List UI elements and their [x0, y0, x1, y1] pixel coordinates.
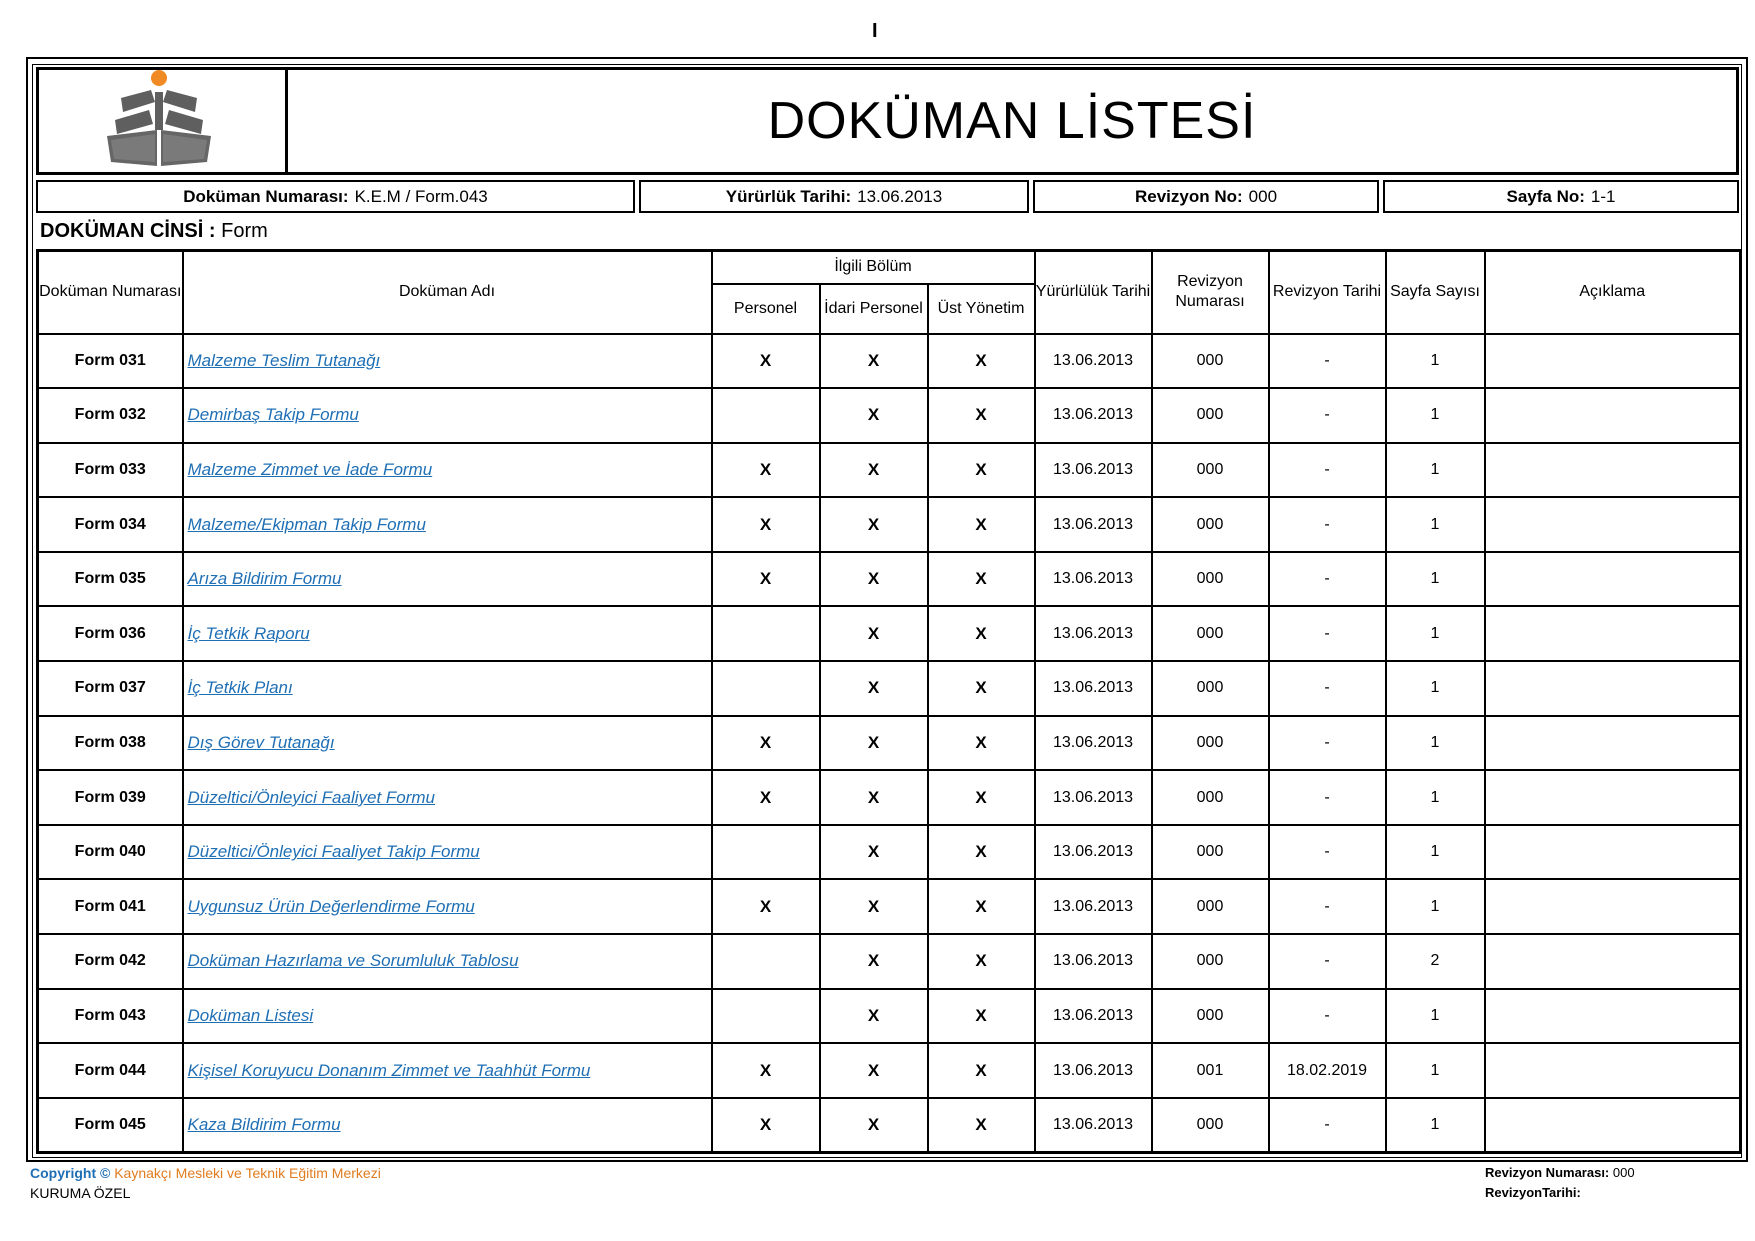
- header-doc-number: Doküman Numarası: [38, 251, 183, 334]
- revision-date-cell: -: [1269, 497, 1386, 552]
- effective-date-cell: 13.06.2013: [1035, 443, 1152, 498]
- personel-mark-cell: [712, 934, 820, 989]
- idari-mark-cell: X: [820, 388, 928, 443]
- notes-cell: [1485, 606, 1741, 661]
- idari-mark-cell: X: [820, 989, 928, 1044]
- idari-mark-cell: X: [820, 879, 928, 934]
- effective-date-cell: 13.06.2013: [1035, 1043, 1152, 1098]
- notes-cell: [1485, 934, 1741, 989]
- ust-mark-cell: X: [928, 770, 1035, 825]
- doc-name-cell: [183, 879, 712, 934]
- table-row: [38, 825, 1741, 880]
- table-row: [38, 879, 1741, 934]
- doc-name-cell: [183, 497, 712, 552]
- revision-number-cell: 000: [1152, 1098, 1269, 1153]
- table-row: [38, 606, 1741, 661]
- page-count-cell: 1: [1386, 825, 1485, 880]
- ust-mark-cell: X: [928, 1043, 1035, 1098]
- classification-label: KURUMA ÖZEL: [30, 1185, 131, 1201]
- notes-cell: [1485, 552, 1741, 607]
- document-link[interactable]: İç Tetkik Raporu: [187, 623, 310, 643]
- revision-date-cell: -: [1269, 989, 1386, 1044]
- idari-mark-cell: X: [820, 661, 928, 716]
- personel-mark-cell: [712, 989, 820, 1044]
- revision-date-cell: -: [1269, 552, 1386, 607]
- effective-date-cell: 13.06.2013: [1035, 552, 1152, 607]
- revision-date-cell: -: [1269, 606, 1386, 661]
- doc-name-cell: [183, 934, 712, 989]
- page-count-cell: 1: [1386, 497, 1485, 552]
- effective-date-cell: 13.06.2013: [1035, 661, 1152, 716]
- doc-number-cell: Form 039: [38, 770, 183, 825]
- effective-date-value: 13.06.2013: [857, 186, 943, 206]
- document-type: [40, 220, 268, 243]
- document-link[interactable]: Doküman Hazırlama ve Sorumluluk Tablosu: [187, 951, 519, 971]
- ust-mark-cell: X: [928, 989, 1035, 1044]
- table-row: [38, 934, 1741, 989]
- notes-cell: [1485, 388, 1741, 443]
- document-link[interactable]: Düzeltici/Önleyici Faaliyet Formu: [187, 787, 436, 807]
- doc-number-cell: Form 043: [38, 989, 183, 1044]
- page-count-cell: 1: [1386, 770, 1485, 825]
- document-header: [36, 67, 1739, 175]
- idari-mark-cell: X: [820, 1043, 928, 1098]
- revision-number-cell: 000: [1152, 388, 1269, 443]
- idari-mark-cell: X: [820, 770, 928, 825]
- revision-number-cell: 000: [1152, 770, 1269, 825]
- table-row: [38, 770, 1741, 825]
- page-count-cell: 1: [1386, 989, 1485, 1044]
- personel-mark-cell: [712, 388, 820, 443]
- ust-mark-cell: X: [928, 388, 1035, 443]
- page-count-cell: 1: [1386, 606, 1485, 661]
- document-type-value: Form: [221, 220, 268, 242]
- notes-cell: [1485, 497, 1741, 552]
- doc-name-cell: [183, 661, 712, 716]
- doc-name-cell: [183, 825, 712, 880]
- footer-rev-number-value: 000: [1612, 1165, 1635, 1180]
- school-book-logo-icon: [103, 70, 223, 170]
- idari-mark-cell: X: [820, 934, 928, 989]
- effective-date-label: Yürürlük Tarihi:: [725, 186, 852, 206]
- ust-mark-cell: X: [928, 443, 1035, 498]
- doc-name-cell: [183, 770, 712, 825]
- doc-name-cell: [183, 1098, 712, 1153]
- header-related-section: İlgili Bölüm: [712, 251, 1035, 284]
- doc-number-cell: Form 038: [38, 716, 183, 771]
- page-count-cell: 1: [1386, 1098, 1485, 1153]
- revision-date-cell: -: [1269, 770, 1386, 825]
- organization-name: Kaynakçı Mesleki ve Teknik Eğitim Merkezi: [114, 1165, 381, 1181]
- doc-number-cell: Form 036: [38, 606, 183, 661]
- footer-right: [1485, 1163, 1635, 1203]
- personel-mark-cell: [712, 825, 820, 880]
- effective-date-cell: 13.06.2013: [1035, 606, 1152, 661]
- personel-mark-cell: [712, 661, 820, 716]
- table-row: [38, 443, 1741, 498]
- notes-cell: [1485, 989, 1741, 1044]
- notes-cell: [1485, 770, 1741, 825]
- personel-mark-cell: X: [712, 1098, 820, 1153]
- personel-mark-cell: [712, 606, 820, 661]
- effective-date-cell: 13.06.2013: [1035, 879, 1152, 934]
- doc-name-cell: [183, 443, 712, 498]
- doc-name-cell: [183, 552, 712, 607]
- ust-mark-cell: X: [928, 716, 1035, 771]
- doc-number-cell: Form 045: [38, 1098, 183, 1153]
- notes-cell: [1485, 1043, 1741, 1098]
- revision-number-cell: 000: [1152, 497, 1269, 552]
- header-effective-date: Yürürlülük Tarihi: [1035, 251, 1152, 334]
- revision-date-cell: -: [1269, 334, 1386, 389]
- revision-date-cell: -: [1269, 716, 1386, 771]
- ust-mark-cell: X: [928, 497, 1035, 552]
- page-number-box: [1383, 180, 1739, 213]
- doc-name-cell: [183, 1043, 712, 1098]
- revision-date-cell: -: [1269, 443, 1386, 498]
- table-row: [38, 497, 1741, 552]
- page-count-cell: 1: [1386, 661, 1485, 716]
- personel-mark-cell: X: [712, 1043, 820, 1098]
- notes-cell: [1485, 443, 1741, 498]
- header-revision-number: Revizyon Numarası: [1152, 251, 1269, 334]
- doc-number-cell: Form 035: [38, 552, 183, 607]
- idari-mark-cell: X: [820, 716, 928, 771]
- revision-number-cell: 000: [1152, 443, 1269, 498]
- doc-name-cell: [183, 716, 712, 771]
- doc-name-cell: [183, 606, 712, 661]
- doc-number-cell: Form 033: [38, 443, 183, 498]
- header-personel: Personel: [712, 284, 820, 334]
- personel-mark-cell: X: [712, 443, 820, 498]
- table-row: [38, 989, 1741, 1044]
- personel-mark-cell: X: [712, 716, 820, 771]
- footer-rev-number-label: Revizyon Numarası:: [1485, 1165, 1610, 1180]
- revision-date-cell: -: [1269, 1098, 1386, 1153]
- page-number-label: Sayfa No:: [1506, 186, 1585, 206]
- doc-number-cell: Form 040: [38, 825, 183, 880]
- table-row: [38, 1043, 1741, 1098]
- revision-number-cell: 000: [1152, 879, 1269, 934]
- page-count-cell: 2: [1386, 934, 1485, 989]
- doc-number-cell: Form 031: [38, 334, 183, 389]
- notes-cell: [1485, 825, 1741, 880]
- doc-number-cell: Form 044: [38, 1043, 183, 1098]
- ust-mark-cell: X: [928, 825, 1035, 880]
- table-row: [38, 334, 1741, 389]
- revision-number-cell: 000: [1152, 606, 1269, 661]
- personel-mark-cell: X: [712, 879, 820, 934]
- document-link[interactable]: Demirbaş Takip Formu: [187, 405, 359, 425]
- effective-date-cell: 13.06.2013: [1035, 770, 1152, 825]
- ust-mark-cell: X: [928, 606, 1035, 661]
- document-link[interactable]: Dış Görev Tutanağı: [187, 732, 335, 752]
- revision-number-cell: 000: [1152, 825, 1269, 880]
- doc-name-cell: [183, 388, 712, 443]
- document-title: DOKÜMAN LİSTESİ: [767, 92, 1257, 150]
- effective-date-cell: 13.06.2013: [1035, 989, 1152, 1044]
- doc-name-cell: [183, 989, 712, 1044]
- revision-date-cell: -: [1269, 934, 1386, 989]
- document-link[interactable]: İç Tetkik Planı: [187, 678, 293, 698]
- doc-number-cell: Form 034: [38, 497, 183, 552]
- revision-date-cell: -: [1269, 825, 1386, 880]
- notes-cell: [1485, 334, 1741, 389]
- document-link[interactable]: Kişisel Koruyucu Donanım Zimmet ve Taahhüt Formu: [187, 1060, 591, 1080]
- page-count-cell: 1: [1386, 552, 1485, 607]
- effective-date-cell: 13.06.2013: [1035, 497, 1152, 552]
- effective-date-cell: 13.06.2013: [1035, 388, 1152, 443]
- effective-date-cell: 13.06.2013: [1035, 716, 1152, 771]
- notes-cell: [1485, 1098, 1741, 1153]
- personel-mark-cell: X: [712, 334, 820, 389]
- revision-number-cell: 000: [1152, 552, 1269, 607]
- revision-number-cell: 001: [1152, 1043, 1269, 1098]
- effective-date-box: [639, 180, 1029, 213]
- effective-date-cell: 13.06.2013: [1035, 1098, 1152, 1153]
- document-link[interactable]: Malzeme Teslim Tutanağı: [187, 350, 381, 370]
- ust-mark-cell: X: [928, 879, 1035, 934]
- revision-number-cell: 000: [1152, 989, 1269, 1044]
- header-page-count: Sayfa Sayısı: [1386, 251, 1485, 334]
- page-count-cell: 1: [1386, 716, 1485, 771]
- revision-box: [1033, 180, 1379, 213]
- header-ust-yonetim: Üst Yönetim: [928, 284, 1035, 334]
- header-idari-personel: İdari Personel: [820, 284, 928, 334]
- page-number-value: 1-1: [1590, 186, 1616, 206]
- notes-cell: [1485, 716, 1741, 771]
- page-top-mark: I: [872, 20, 878, 42]
- document-link[interactable]: Arıza Bildirim Formu: [187, 569, 342, 589]
- revision-number-cell: 000: [1152, 334, 1269, 389]
- footer-rev-date-label: RevizyonTarihi:: [1485, 1185, 1581, 1200]
- ust-mark-cell: X: [928, 1098, 1035, 1153]
- idari-mark-cell: X: [820, 606, 928, 661]
- idari-mark-cell: X: [820, 1098, 928, 1153]
- revision-date-cell: -: [1269, 661, 1386, 716]
- table-row: [38, 661, 1741, 716]
- table-row: [38, 388, 1741, 443]
- personel-mark-cell: X: [712, 552, 820, 607]
- document-meta-row: [36, 180, 1739, 213]
- table-row: [38, 552, 1741, 607]
- header-revision-date: Revizyon Tarihi: [1269, 251, 1386, 334]
- page-count-cell: 1: [1386, 334, 1485, 389]
- personel-mark-cell: X: [712, 770, 820, 825]
- page-count-cell: 1: [1386, 388, 1485, 443]
- document-link[interactable]: Uygunsuz Ürün Değerlendirme Formu: [187, 896, 475, 916]
- idari-mark-cell: X: [820, 497, 928, 552]
- document-type-label: DOKÜMAN CİNSİ :: [40, 220, 216, 242]
- notes-cell: [1485, 661, 1741, 716]
- doc-number-box: [36, 180, 635, 213]
- doc-number-cell: Form 037: [38, 661, 183, 716]
- doc-name-cell: [183, 334, 712, 389]
- revision-date-cell: 18.02.2019: [1269, 1043, 1386, 1098]
- header-notes: Açıklama: [1485, 251, 1741, 334]
- page-count-cell: 1: [1386, 443, 1485, 498]
- document-link[interactable]: Malzeme/Ekipman Takip Formu: [187, 514, 426, 534]
- revision-date-cell: -: [1269, 879, 1386, 934]
- revision-date-cell: -: [1269, 388, 1386, 443]
- ust-mark-cell: X: [928, 334, 1035, 389]
- idari-mark-cell: X: [820, 552, 928, 607]
- notes-cell: [1485, 879, 1741, 934]
- document-link[interactable]: Doküman Listesi: [187, 1005, 314, 1025]
- idari-mark-cell: X: [820, 825, 928, 880]
- personel-mark-cell: X: [712, 497, 820, 552]
- doc-number-cell: Form 032: [38, 388, 183, 443]
- ust-mark-cell: X: [928, 552, 1035, 607]
- revision-number-cell: 000: [1152, 716, 1269, 771]
- ust-mark-cell: X: [928, 661, 1035, 716]
- header-doc-name: Doküman Adı: [183, 251, 712, 334]
- footer-left: [30, 1163, 381, 1203]
- revision-number-cell: 000: [1152, 661, 1269, 716]
- doc-number-cell: Form 041: [38, 879, 183, 934]
- doc-number-cell: Form 042: [38, 934, 183, 989]
- revision-number-cell: 000: [1152, 934, 1269, 989]
- idari-mark-cell: X: [820, 334, 928, 389]
- idari-mark-cell: X: [820, 443, 928, 498]
- doc-number-value: K.E.M / Form.043: [354, 186, 488, 206]
- revision-value: 000: [1248, 186, 1278, 206]
- revision-label: Revizyon No:: [1134, 186, 1243, 206]
- document-link[interactable]: Düzeltici/Önleyici Faaliyet Takip Formu: [187, 842, 480, 862]
- effective-date-cell: 13.06.2013: [1035, 334, 1152, 389]
- document-link[interactable]: Kaza Bildirim Formu: [187, 1114, 341, 1134]
- page-count-cell: 1: [1386, 1043, 1485, 1098]
- page-count-cell: 1: [1386, 879, 1485, 934]
- table-row: [38, 1098, 1741, 1153]
- logo-cell: [39, 70, 288, 172]
- copyright-label: Copyright ©: [30, 1165, 111, 1181]
- document-link[interactable]: Malzeme Zimmet ve İade Formu: [187, 459, 433, 479]
- ust-mark-cell: X: [928, 934, 1035, 989]
- effective-date-cell: 13.06.2013: [1035, 934, 1152, 989]
- table-row: [38, 716, 1741, 771]
- document-list-table: [36, 249, 1742, 1154]
- doc-number-label: Doküman Numarası:: [183, 186, 349, 206]
- effective-date-cell: 13.06.2013: [1035, 825, 1152, 880]
